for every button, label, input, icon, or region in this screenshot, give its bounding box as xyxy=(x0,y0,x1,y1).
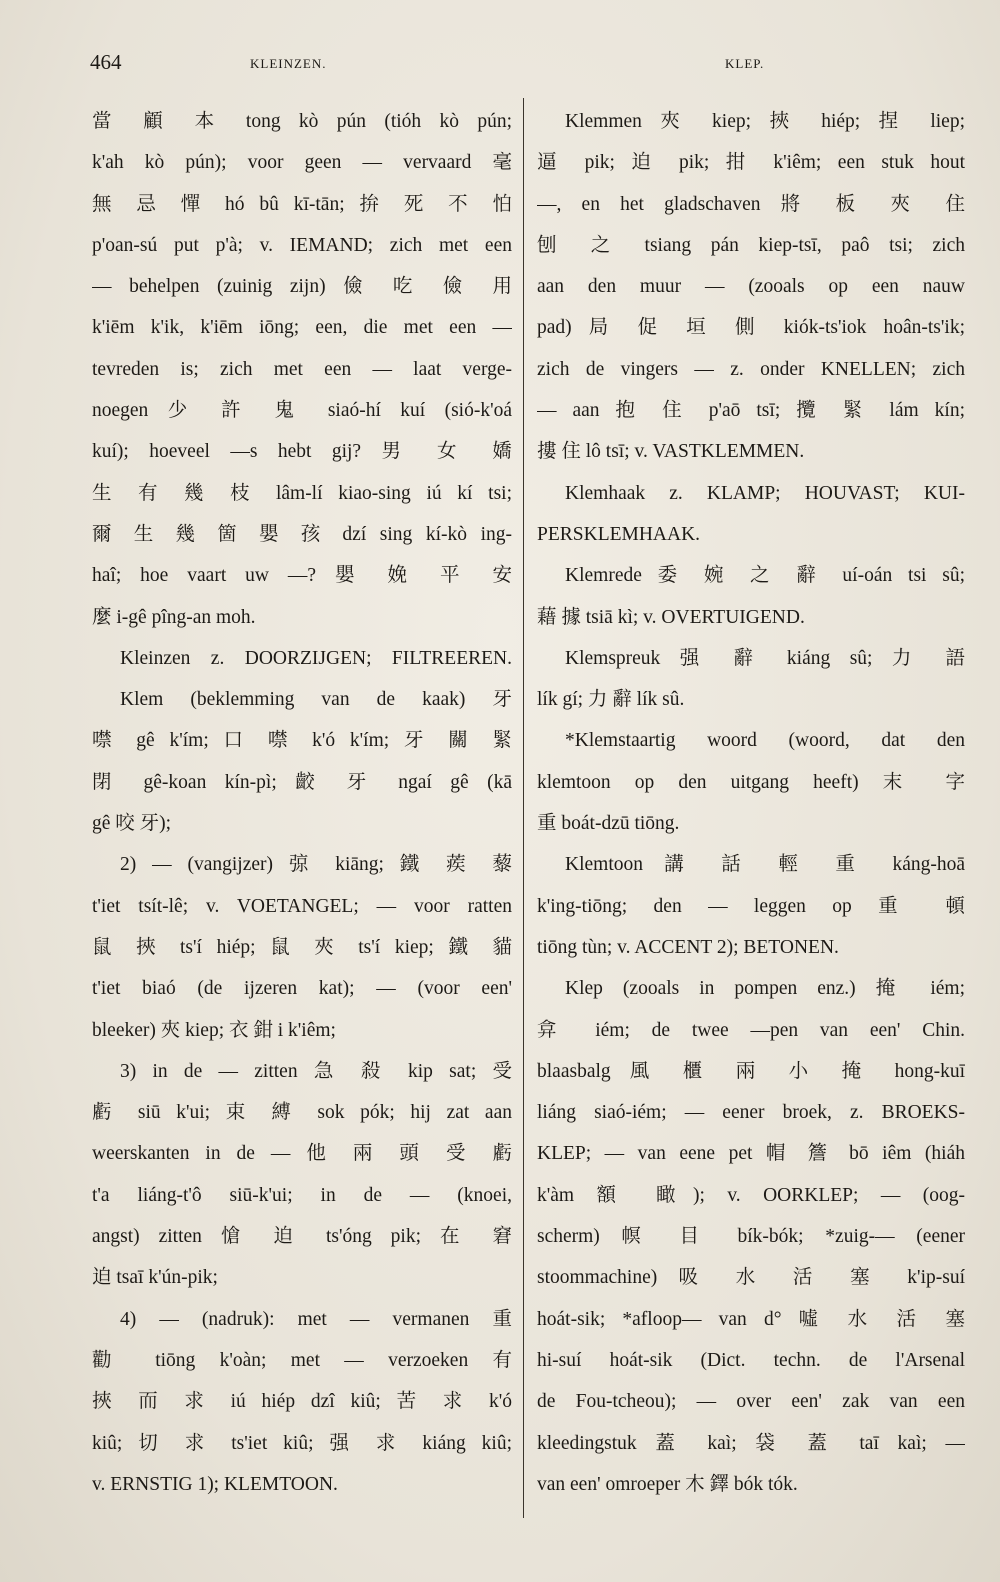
text-line: weerskanten in de — 他 兩 頭 受 虧 xyxy=(92,1143,512,1165)
text-line: 閉 gê-koan kín-pì; 齩 牙 ngaí gê (kā xyxy=(92,771,512,793)
text-line: PERSKLEMHAAK. xyxy=(537,523,701,545)
text-line: 摟 住 lô tsī; v. VASTKLEMMEN. xyxy=(537,441,805,463)
text-line: kleedingstuk 蓋 kaì; 袋 蓋 taī kaì; — xyxy=(537,1432,965,1454)
text-line: k'iēm k'ik, k'iēm iōng; een, die met een — xyxy=(92,317,512,339)
text-line: gê 咬 牙); xyxy=(92,813,172,835)
text-line: liáng siaó-iém; — eener broek, z. BROEKS- xyxy=(537,1102,965,1124)
running-head-left: KLEINZEN. xyxy=(250,56,327,71)
text-line: 4) — (nadruk): met — vermanen 重 xyxy=(120,1308,512,1330)
text-line: 重 boát-dzū tiōng. xyxy=(537,813,680,835)
text-line: klemtoon op den uitgang heeft) 末 字 xyxy=(537,771,965,793)
text-line: kuí); hoeveel —s hebt gij? 男 女 嬌 xyxy=(92,441,512,463)
text-line: — aan 抱 住 p'aō tsī; 攬 緊 lám kín; xyxy=(537,400,965,422)
left-column xyxy=(92,101,512,1505)
text-line: noegen 少 許 鬼 siaó-hí kuí (sió-k'oá xyxy=(92,400,512,422)
entry-headword-line: Klemmen 夾 kiep; 挾 hiép; 捏 liep; xyxy=(565,111,965,132)
text-line: — behelpen (zuinig zijn) 儉 吃 儉 用 xyxy=(92,276,512,298)
text-line: zich de vingers — z. onder KNELLEN; zich xyxy=(537,358,965,380)
text-line: k'ah kò pún); voor geen — vervaard 毫 xyxy=(92,152,512,174)
text-line: 爾 生 幾 箇 嬰 孩 dzí sing kí-kò ing- xyxy=(92,523,512,545)
text-line: stoommachine) 吸 水 活 塞 k'ip-suí xyxy=(537,1267,965,1289)
text-line: lík gí; 力 辭 lík sû. xyxy=(537,689,685,711)
text-line: bleeker) 夾 kiep; 衣 鉗 i k'iêm; xyxy=(92,1019,336,1041)
text-line: v. ERNSTIG 1); KLEMTOON. xyxy=(92,1473,338,1495)
text-line: hi-suí hoát-sik (Dict. techn. de l'Arsenal xyxy=(537,1349,965,1371)
text-line: de Fou-tcheou); — over een' zak van een xyxy=(537,1391,965,1413)
text-line: haî; hoe vaart uw —? 嬰 娩 平 安 xyxy=(92,565,512,587)
text-line: k'ing-tiōng; den — leggen op 重 頓 xyxy=(537,895,965,917)
entry-headword-line: Klemrede 委 婉 之 辭 uí-oán tsi sû; xyxy=(565,565,965,587)
text-line: angst) zitten 愴 迫 ts'óng pik; 在 窘 xyxy=(92,1226,512,1248)
text-line: t'a liáng-t'ô siū-k'ui; in de — (knoei, xyxy=(92,1184,512,1206)
text-line: 鼠 挾 ts'í hiép; 鼠 夾 ts'í kiep; 鐵 貓 xyxy=(92,936,512,958)
text-line: aan den muur — (zooals op een nauw xyxy=(537,276,965,298)
page-header xyxy=(90,50,970,80)
text-line: 勸 tiōng k'oàn; met — verzoeken 有 xyxy=(92,1349,512,1371)
text-line: 無 忌 憚 hó bû kī-tān; 拚 死 不 怕 xyxy=(92,193,512,215)
text-line: t'iet tsít-lê; v. VOETANGEL; — voor ratten xyxy=(92,895,512,917)
text-line: t'iet biaó (de ijzeren kat); — (voor een' xyxy=(92,978,512,1000)
entry-headword-line: Kleinzen z. DOORZIJGEN; FILTREEREN. xyxy=(120,647,512,669)
entry-headword-line: Klem (beklemming van de kaak) 牙 xyxy=(120,689,512,711)
text-line: 弇 iém; de twee —pen van een' Chin. xyxy=(537,1019,965,1041)
text-line: scherm) 幎 目 bík-bók; *zuig-— (eener xyxy=(537,1226,965,1248)
text-line: 挾 而 求 iú hiép dzî kiû; 苦 求 k'ó xyxy=(92,1391,512,1413)
text-line: p'oan-sú put p'à; v. IEMAND; zich met een xyxy=(92,234,512,256)
column-divider xyxy=(523,98,524,1518)
text-line: pad) 局 促 垣 側 kiók-ts'iok hoân-ts'ik; xyxy=(537,317,965,339)
text-line: 生 有 幾 枝 lâm-lí kiao-sing iú kí tsi; xyxy=(92,482,512,504)
text-line: 逼 pik; 迫 pik; 拑 k'iêm; een stuk hout xyxy=(537,152,965,174)
running-head-right: KLEP. xyxy=(725,56,765,71)
text-line: tevreden is; zich met een — laat verge- xyxy=(92,358,512,380)
text-line: 噤 gê k'ím; 口 噤 k'ó k'ím; 牙 關 緊 xyxy=(92,730,512,752)
text-line: kiû; 切 求 ts'iet kiû; 强 求 kiáng kiû; xyxy=(92,1432,512,1454)
text-line: 當 顧 本 tong kò pún (tióh kò pún; xyxy=(92,111,512,132)
entry-headword-line: Klemtoon 講 話 輕 重 káng-hoā xyxy=(565,854,965,876)
entry-headword-line: Klemspreuk 强 辭 kiáng sû; 力 語 xyxy=(565,647,965,669)
entry-headword-line: *Klemstaartig woord (woord, dat den xyxy=(565,730,965,752)
text-line: blaasbalg 風 櫃 兩 小 掩 hong-kuī xyxy=(537,1060,965,1082)
text-line: hoát-sik; *afloop— van d° 噓 水 活 塞 xyxy=(537,1308,965,1330)
text-line: k'àm 額 瞰); v. OORKLEP; — (oog- xyxy=(537,1184,965,1206)
text-line: —, en het gladschaven 將 板 夾 住 xyxy=(537,193,965,215)
text-line: 麼 i-gê pîng-an moh. xyxy=(92,606,256,628)
entry-headword-line: Klep (zooals in pompen enz.) 掩 iém; xyxy=(565,978,965,1000)
right-column xyxy=(537,101,965,1505)
entry-headword-line: Klemhaak z. KLAMP; HOUVAST; KUI- xyxy=(565,482,965,504)
text-line: 刨 之 tsiang pán kiep-tsī, paô tsi; zich xyxy=(537,234,965,256)
text-line: tiōng tùn; v. ACCENT 2); BETONEN. xyxy=(537,936,839,958)
text-line: 2) — (vangijzer) 弶 kiāng; 鐵 蒺 藜 xyxy=(120,854,512,876)
text-line: 虧 siū k'ui; 束 縛 sok pók; hij zat aan xyxy=(92,1102,512,1124)
text-line: 3) in de — zitten 急 殺 kip sat; 受 xyxy=(120,1060,512,1082)
text-line: 迫 tsaī k'ún-pik; xyxy=(92,1267,218,1289)
text-line: 藉 據 tsiā kì; v. OVERTUIGEND. xyxy=(537,606,805,628)
page-number: 464 xyxy=(90,50,122,74)
text-line: van een' omroeper 木 鐸 bók tók. xyxy=(537,1473,798,1495)
text-line: KLEP; — van eene pet 帽 簷 bō iêm (hiáh xyxy=(537,1143,965,1165)
